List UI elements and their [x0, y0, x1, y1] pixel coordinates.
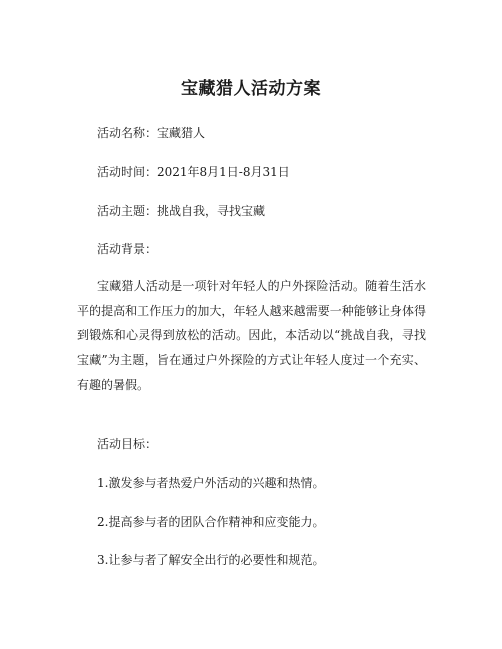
activity-theme: 活动主题：挑战自我，寻找宝藏: [97, 204, 266, 218]
goals-heading: 活动目标：: [97, 437, 158, 451]
background-paragraph: 宝藏猎人活动是一项针对年轻人的户外探险活动。随着生活水平的提高和工作压力的加大，年轻人越来越需要一种能够让身体得到锻炼和心灵得到放松的活动。因此，本活动以“挑战自我，寻找宝藏”为主题，旨在通过户外探险的方式让年轻人度过一个充实、有趣的暑假。: [77, 279, 426, 392]
document-title: 宝藏猎人活动方案: [181, 79, 321, 99]
activity-time: 活动时间：2021年8月1日-8月31日: [97, 165, 290, 179]
goal-item-3: 3.让参与者了解安全出行的必要性和规范。: [97, 553, 325, 567]
goal-item-2: 2.提高参与者的团队合作精神和应变能力。: [97, 515, 325, 529]
background-heading: 活动背景：: [97, 242, 158, 256]
goal-item-1: 1.激发参与者热爱户外活动的兴趣和热情。: [97, 476, 325, 490]
activity-name: 活动名称：宝藏猎人: [97, 126, 206, 140]
